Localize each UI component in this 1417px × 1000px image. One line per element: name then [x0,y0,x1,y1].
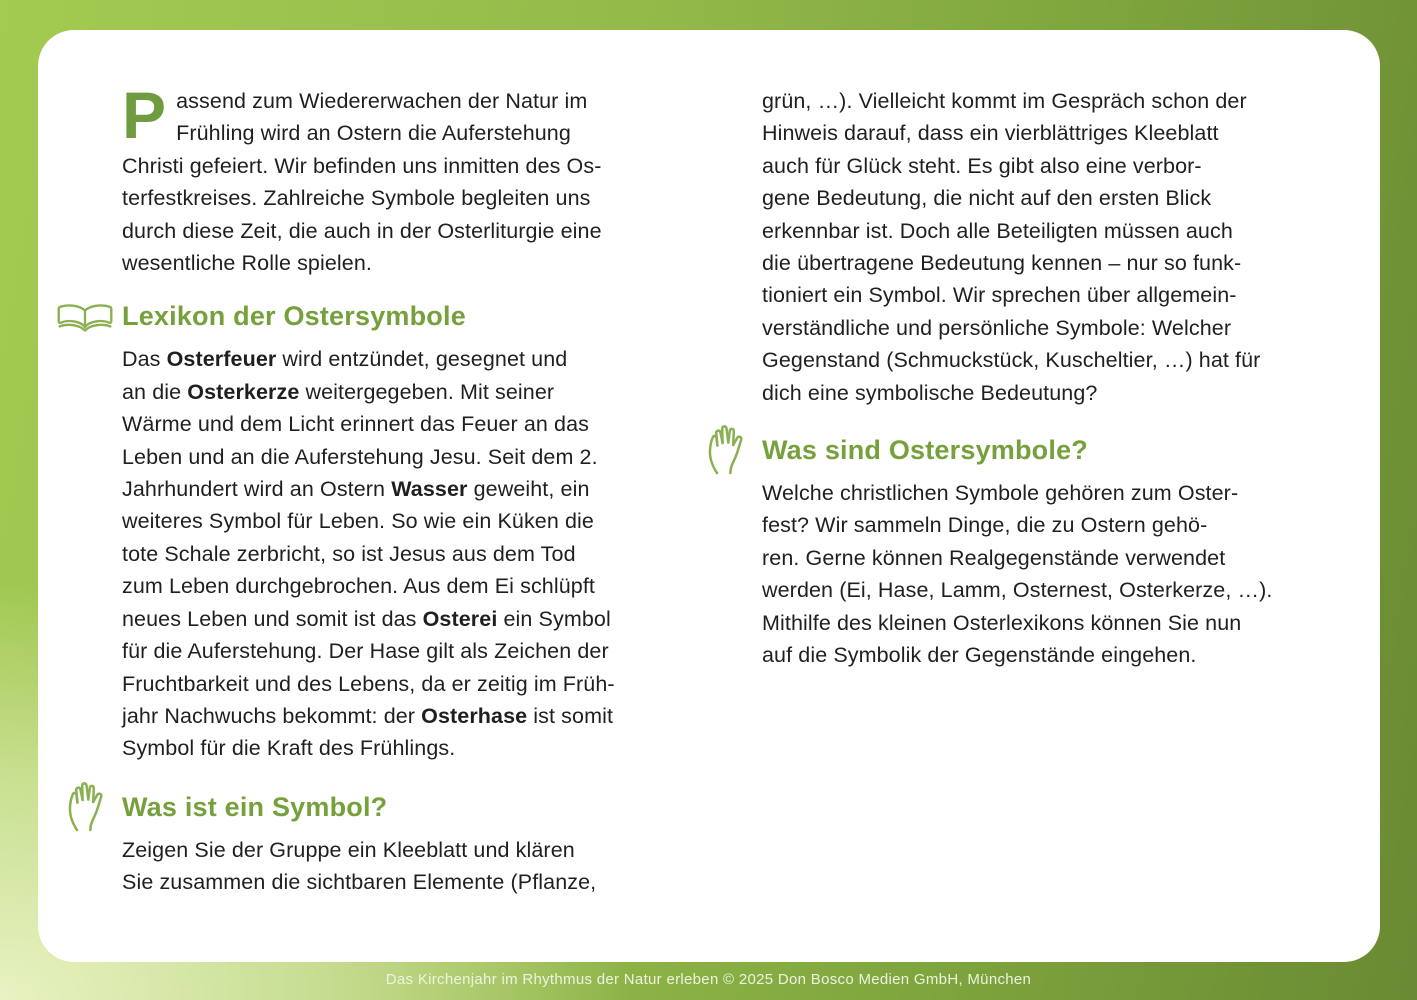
hand-icon [64,777,110,833]
drop-cap: P [122,78,167,152]
continuation-paragraph: grün, …). Vielleicht kommt im Gespräch schon der Hinweis darauf, dass ein vierblättriges Kleeblatt auch für Glück steht. Es gibt also eine verbor- gene Bedeutung, die nicht auf den ersten Blick erkennbar ist. Doch alle Beteiligten müssen auch die übertragene Bedeutung kennen – nur so funk- tioniert ein Symbol. Wir sprechen über allgemein- verständliche und persönliche Symbole: Welcher Gegenstand (Schmuckstück, Kuscheltier, …) hat für dich eine symbolische Bedeutung? [762,89,1261,405]
open-book-icon [56,297,114,335]
lexikon-paragraph: Das Osterfeuer wird entzündet, gesegnet und an die Osterkerze weitergegeben. Mit seiner Wärme und dem Licht erinnert das Feuer an das Leben und an die Auferstehung Jesu. Seit dem 2. Jahrhundert wird an Ostern Wasser geweiht, ein weiteres Symbol für Leben. So wie ein Küken die tote Schale zerbricht, so ist Jesus aus dem Tod zum Leben durchgebrochen. Aus dem Ei schlüpft neues Leben und somit ist das Osterei ein Symbol für die Auferstehung. Der Hase gilt als Zeichen der Fruchtbarkeit und des Lebens, da er zeitig im Früh- jahr Nachwuchs bekommt: der Osterhase ist somit Symbol für die Kraft des Frühlings. [122,347,615,761]
symbol-paragraph: Zeigen Sie der Gruppe ein Kleeblatt und klären Sie zusammen die sichtbaren Elemente (Pflanze, [122,837,597,895]
section-heading-symbol [122,791,678,823]
intro-text: assend zum Wiedererwachen der Natur im Frühling wird an Ostern die Auferstehung Christi gefeiert. Wir befinden uns inmitten des Os- terfestkreises. Zahlreiche Symbole begleiten uns durch diese Zeit, die auch in der Osterliturgie eine wesentliche Rolle spielen. [122,89,602,276]
footer-credit: Das Kirchenjahr im Rhythmus der Natur erleben © 2025 Don Bosco Medien GmbH, München [385,971,1032,988]
intro-paragraph [122,78,678,279]
heading-label-ostersymbole: Was sind Ostersymbole? [762,435,1088,466]
heading-label-symbol: Was ist ein Symbol? [122,791,388,822]
heading-label-lexikon: Lexikon der Ostersymbole [122,301,466,332]
content-card [38,30,1380,962]
right-column [762,85,1318,672]
section-heading-lexikon [122,300,678,332]
left-column [122,78,678,899]
section-heading-ostersymbole [762,434,1318,466]
hand-icon [704,420,750,476]
ostersymbole-paragraph: Welche christlichen Symbole gehören zum Oster- fest? Wir sammeln Dinge, die zu Ostern gehö- ren. Gerne können Realgegenstände verwendet werden (Ei, Hase, Lamm, Osternest, Osterkerze, …). Mithilfe des kleinen Osterlexikons können Sie nun auf die Symbolik der Gegenstände eingehen. [762,481,1273,668]
